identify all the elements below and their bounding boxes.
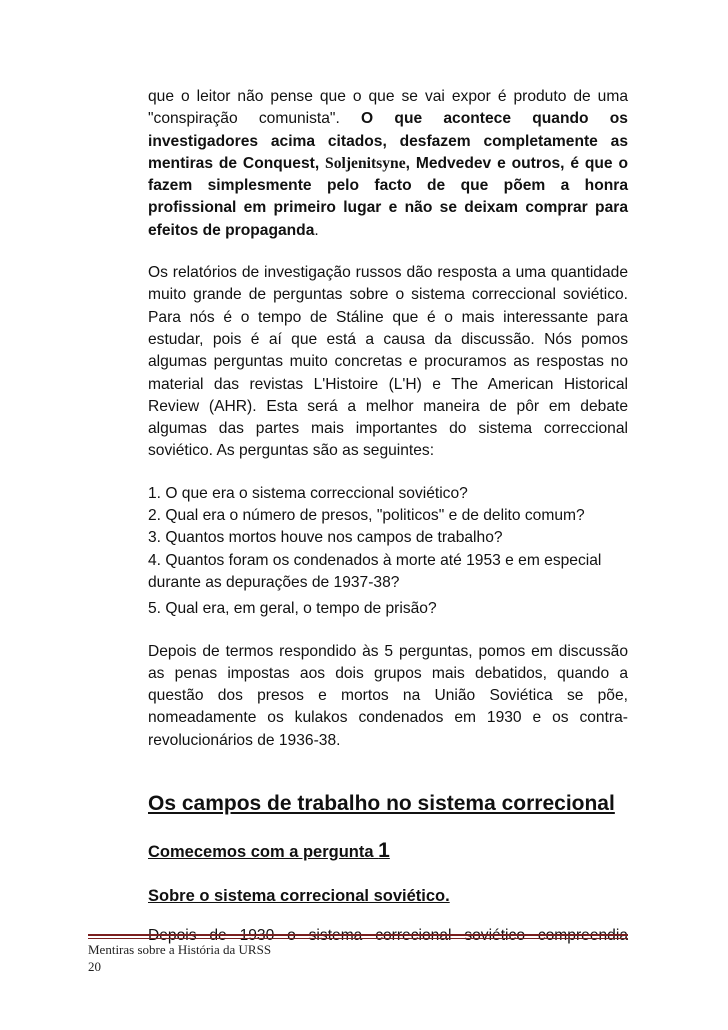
subheading-2: Sobre o sistema correcional soviético.: [148, 887, 450, 906]
question-3: 3. Quantos mortos houve nos campos de trabalho?: [148, 529, 503, 547]
footer: [88, 941, 271, 975]
paragraph-1-bold-b: , Medvedev e outros, é que o fazem simplesmente pelo facto de que põem a honra profissional em primeiro lugar e não se deixam comprar para efeitos de propaganda: [148, 154, 628, 239]
question-1: 1. O que era o sistema correccional soviético?: [148, 484, 468, 502]
subheading-1-number: 1: [378, 839, 390, 863]
subheading-1-text: Comecemos com a pergunta: [148, 843, 379, 862]
footer-title: Mentiras sobre a História da URSS: [88, 942, 272, 957]
question-4: 4. Quantos foram os condenados à morte até 1953 e em especial durante as depurações de 1937-38?: [148, 551, 602, 591]
footer-rule-thin: [88, 938, 628, 939]
paragraph-1-text: que o leitor não pense que o que se vai expor é produto de uma "conspiração comunista".: [148, 88, 628, 128]
subheading-1: [148, 838, 628, 865]
footer-rule: [88, 934, 628, 936]
paragraph-1: [148, 86, 628, 242]
question-2: 2. Qual era o número de presos, "politicos" e de delito comum?: [148, 507, 585, 525]
section-title: Os campos de trabalho no sistema correcional: [148, 792, 615, 816]
paragraph-1-end: .: [314, 221, 319, 239]
page-number: 20: [88, 959, 101, 974]
question-5: 5. Qual era, em geral, o tempo de prisão?: [148, 600, 437, 618]
paragraph-1-bold: [148, 110, 628, 238]
paragraph-2: Os relatórios de investigação russos dão resposta a uma quantidade muito grande de perguntas sobre o sistema correccional soviético. Para nós é o tempo de Stáline que é o mais interessante para estudar, pois é aí que está a causa da discussão. Nós pomos algumas perguntas muito concretas e procuramos as respostas no material das revistas L'Histoire (L'H) e The American Historical Review (AHR). Esta será a melhor maneira de pôr em debate algumas das partes mais importantes do sistema correccional soviético. As perguntas são as seguintes:: [148, 264, 628, 460]
paragraph-1-bold-a: O que acontece quando os investigadores acima citados, desfazem completamente as mentiras de Conquest,: [148, 110, 628, 172]
page-content: [148, 86, 628, 947]
paragraph-1-bold-name: Soljenitsyne: [325, 154, 406, 172]
paragraph-3: Depois de termos respondido às 5 perguntas, pomos em discussão as penas impostas aos dois grupos mais debatidos, quando a questão dos presos e mortos na União Soviética se põe, nomeadamente os kulakos condenados em 1930 e os contra-revolucionários de 1936-38.: [148, 642, 628, 749]
questions-list: [148, 483, 628, 621]
